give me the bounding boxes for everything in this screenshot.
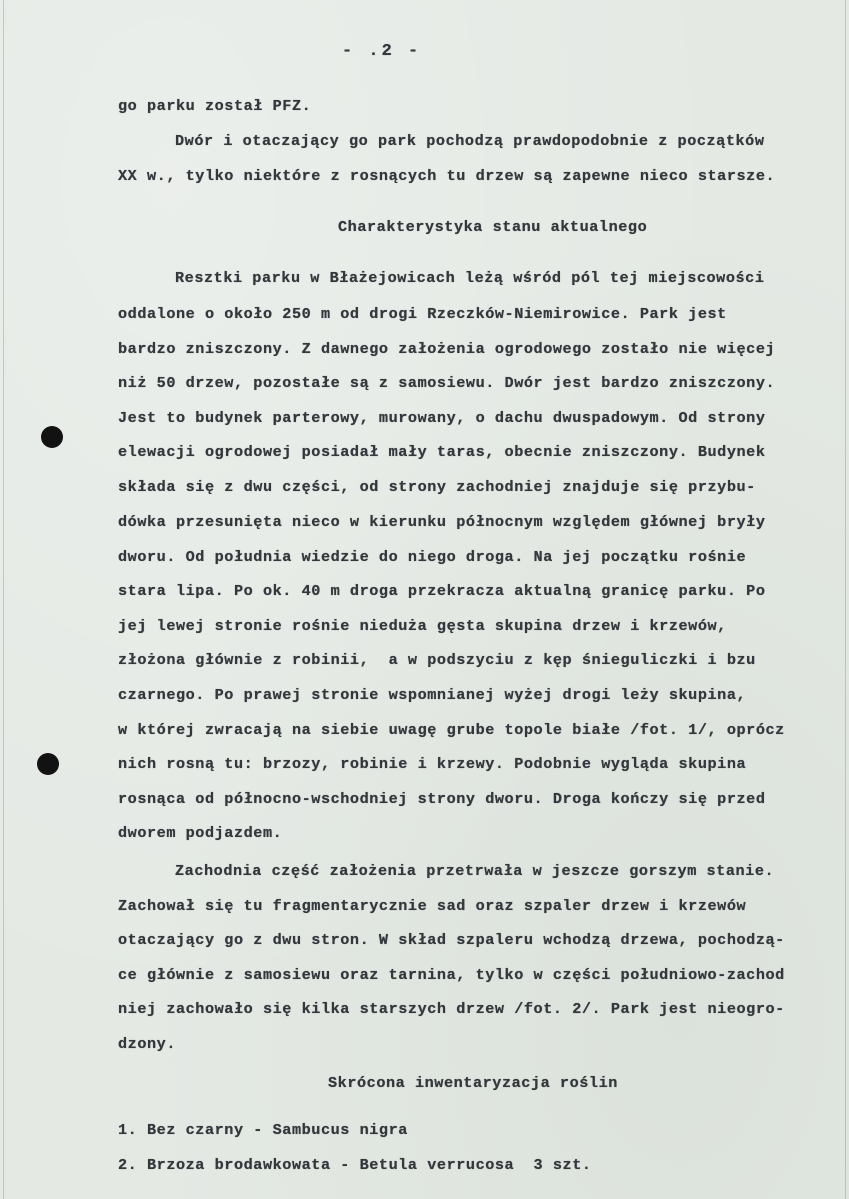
inventory-heading: Skrócona inwentaryzacja roślin (328, 1074, 618, 1092)
text-line: dworu. Od południa wiedzie do niego droga. Na jej początku rośnie (118, 548, 747, 566)
text-line: Zachodnia część założenia przetrwała w jeszcze gorszym stanie. (175, 862, 775, 880)
text-line: stara lipa. Po ok. 40 m droga przekracza aktualną granicę parku. Po (118, 582, 766, 600)
text-line: Jest to budynek parterowy, murowany, o dachu dwuspadowym. Od strony (118, 409, 766, 427)
list-item: 1. Bez czarny - Sambucus nigra (118, 1121, 408, 1139)
page-edge-right (845, 0, 846, 1199)
text-line: bardzo zniszczony. Z dawnego założenia ogrodowego zostało nie więcej (118, 340, 776, 358)
text-line: Resztki parku w Błażejowicach leżą wśród pól tej miejscowości (175, 269, 765, 287)
text-line: rosnąca od północno-wschodniej strony dworu. Droga kończy się przed (118, 790, 766, 808)
punch-hole-top (41, 426, 63, 448)
text-line: nich rosną tu: brzozy, robinie i krzewy. Podobnie wygląda skupina (118, 755, 747, 773)
text-line: Dwór i otaczający go park pochodzą prawdopodobnie z początków (175, 132, 765, 150)
text-line: dzony. (118, 1035, 176, 1053)
text-line: w której zwracają na siebie uwagę grube topole białe /fot. 1/, oprócz (118, 721, 785, 739)
punch-hole-bottom (37, 753, 59, 775)
text-line: Zachował się tu fragmentarycznie sad oraz szpaler drzew i krzewów (118, 897, 747, 915)
text-line: jej lewej stronie rośnie nieduża gęsta skupina drzew i krzewów, (118, 617, 727, 635)
text-line: XX w., tylko niektóre z rosnących tu drzew są zapewne nieco starsze. (118, 167, 776, 185)
text-line: otaczający go z dwu stron. W skład szpaleru wchodzą drzewa, pochodzą- (118, 931, 785, 949)
text-line: składa się z dwu części, od strony zachodniej znajduje się przybu- (118, 478, 756, 496)
list-item: 2. Brzoza brodawkowata - Betula verrucosa 3 szt. (118, 1156, 592, 1174)
text-line: niż 50 drzew, pozostałe są z samosiewu. Dwór jest bardzo zniszczony. (118, 374, 776, 392)
text-line: złożona głównie z robinii, a w podszyciu z kęp śnieguliczki i bzu (118, 651, 756, 669)
text-line: niej zachowało się kilka starszych drzew /fot. 2/. Park jest nieogro- (118, 1000, 785, 1018)
text-line: czarnego. Po prawej stronie wspomnianej wyżej drogi leży skupina, (118, 686, 747, 704)
text-line: ce głównie z samosiewu oraz tarnina, tylko w części południowo-zachod (118, 966, 785, 984)
section-heading: Charakterystyka stanu aktualnego (338, 218, 648, 236)
text-line: go parku został PFZ. (118, 97, 312, 115)
page-number: - .2 - (342, 42, 422, 61)
text-line: dówka przesunięta nieco w kierunku północnym względem głównej bryły (118, 513, 766, 531)
page-edge-left (3, 0, 4, 1199)
text-line: dworem podjazdem. (118, 824, 283, 842)
text-line: elewacji ogrodowej posiadał mały taras, obecnie zniszczony. Budynek (118, 443, 766, 461)
text-line: oddalone o około 250 m od drogi Rzeczków-Niemirowice. Park jest (118, 305, 727, 323)
